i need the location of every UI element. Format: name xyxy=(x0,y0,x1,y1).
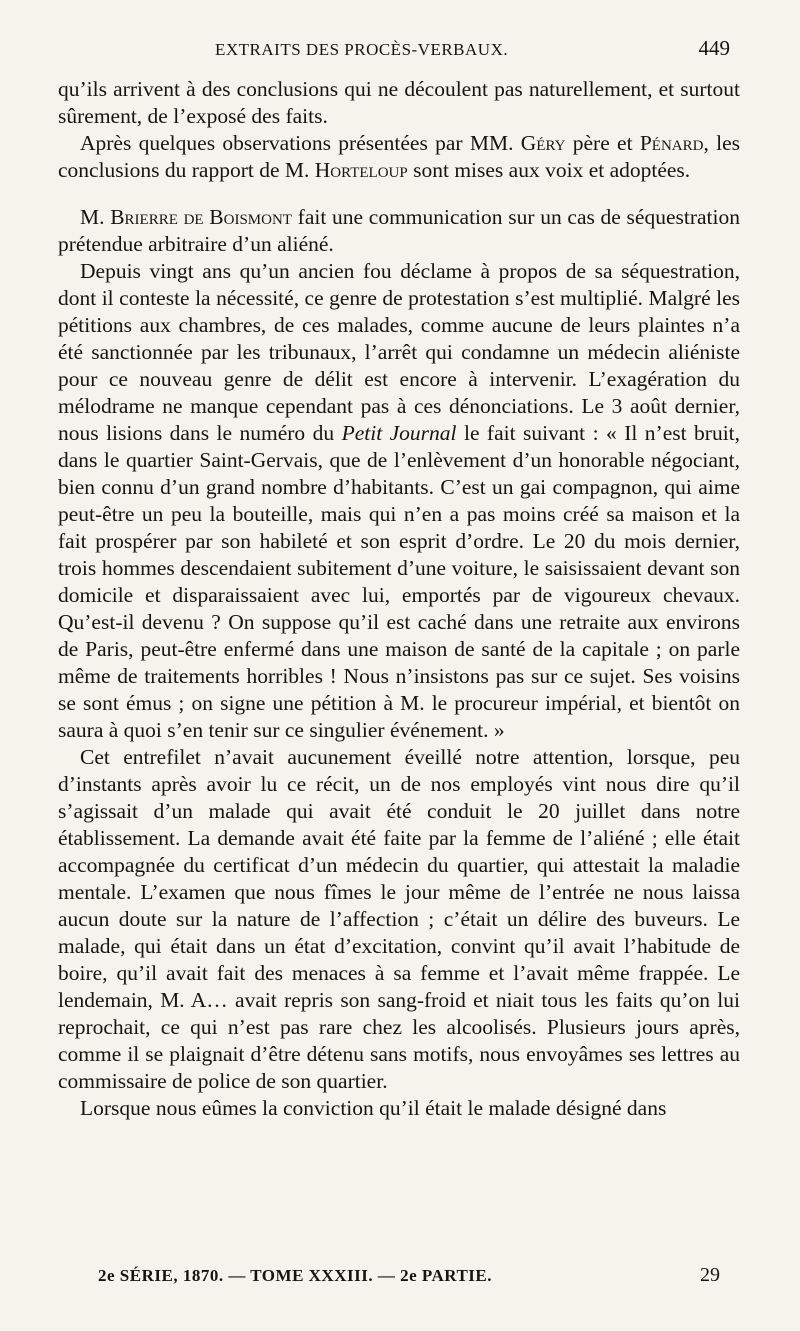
paragraph-text: le fait suivant : « Il n’est bruit, dans le quartier Saint-Gervais, que de l’enlèvement d’un honorable négociant, bien connu d’un grand nombre d’habitants. C’est un gai compagnon, qui aime peut-être un peu la bouteille, mais qui n’en a pas moins créé sa maison et la fait prospérer par son habileté et son esprit d’ordre. Le 20 du mois dernier, trois hommes descendaient subitement d’une voiture, le saisissaient devant son domicile et disparaissaient avec lui, emportés par de vigoureux chevaux. Qu’est-il devenu ? On suppose qu’il est caché dans une retraite aux environs de Paris, peut-être enfermé dans une maison de santé de la capitale ; on parle même de traitements horribles ! Nous n’insistons pas sur ce sujet. Ses voisins se sont émus ; on signe une pétition à M. le procureur impérial, et bientôt on saura à quoi s’en tenir sur ce singulier événement. » xyxy=(58,421,741,742)
paragraph-text: Depuis vingt ans qu’un ancien fou déclame à propos de sa séquestration, dont il conteste la nécessité, ce genre de protestation s’est multiplié. Malgré les pétitions aux chambres, de ces malades, comme aucune de leurs plaintes n’a été sanctionnée par les tribunaux, l’arrêt qui condamne un médecin aliéniste pour ce nouveau genre de délit est encore à intervenir. L’exagération du mélodrame ne manque cependant pas à ces dénonciations. Le 3 août dernier, nous lisions dans le numéro du xyxy=(58,259,740,445)
paragraph-continuation xyxy=(58,76,740,130)
paragraph-conviction xyxy=(58,1095,740,1122)
page-body xyxy=(58,76,740,1122)
person-name: Horteloup xyxy=(314,158,408,182)
running-head: EXTRAITS DES PROCÈS-VERBAUX. xyxy=(215,40,509,59)
page-number: 449 xyxy=(698,36,730,60)
paragraph-conclusions xyxy=(58,130,740,184)
sheet-mark: 29 xyxy=(700,1264,720,1286)
page-footer xyxy=(98,1264,720,1287)
person-name: Brierre de Boismont xyxy=(110,205,292,229)
paragraph-text: sont mises aux voix et adoptées. xyxy=(407,158,691,182)
footer-signature: 2e SÉRIE, 1870. — TOME XXXIII. — 2e PARTIE. xyxy=(98,1266,492,1285)
paragraph-text: père et xyxy=(565,131,640,155)
paragraph-petit-journal xyxy=(58,258,740,744)
paragraph-text: Cet entrefilet n’avait aucunement éveillé notre attention, lorsque, peu d’instants après avoir lu ce récit, un de nos employés vint nous dire qu’il s’agissait d’un malade qui avait été conduit le 20 juillet dans notre établissement. La demande avait été faite par la femme de l’aliéné ; elle était accompagnée du certificat d’un médecin du quartier, qui attestait la maladie mentale. L’examen que nous fîmes le jour même de l’entrée ne nous laissa aucun doute sur la nature de l’affection ; c’était un délire des buveurs. Le malade, qui était dans un état d’excitation, convint qu’il avait l’habitude de boire, qu’il avait fait des menaces à sa femme et l’avait même frappée. Le lendemain, M. A… avait repris son sang-froid et niait tous les faits qu’on lui reprochait, ce qui n’est pas rare chez les alcoolisés. Plusieurs jours après, comme il se plaignait d’être détenu sans motifs, nous envoyâmes ses lettres au commissaire de police de son quartier. xyxy=(58,745,740,1093)
journal-title: Petit Journal xyxy=(341,421,457,445)
person-name: Géry xyxy=(520,131,566,155)
paragraph-text: M. xyxy=(80,205,111,229)
person-name: Pénard xyxy=(639,131,704,155)
paragraph-text: Après quelques observations présentées par MM. xyxy=(80,131,521,155)
paragraph-text: fait une communication sur un cas de séquestration prétendue arbitraire d’un aliéné. xyxy=(58,205,740,256)
page-header xyxy=(215,36,730,61)
paragraph-communication xyxy=(58,204,740,258)
paragraph-text: Lorsque nous eûmes la conviction qu’il était le malade désigné dans xyxy=(80,1096,667,1120)
paragraph-entrefilet xyxy=(58,744,740,1095)
paragraph-text: , les conclusions du rapport de M. xyxy=(58,131,741,182)
paragraph-text: qu’ils arrivent à des conclusions qui ne découlent pas naturellement, et surtout sûrement, de l’exposé des faits. xyxy=(58,77,740,128)
